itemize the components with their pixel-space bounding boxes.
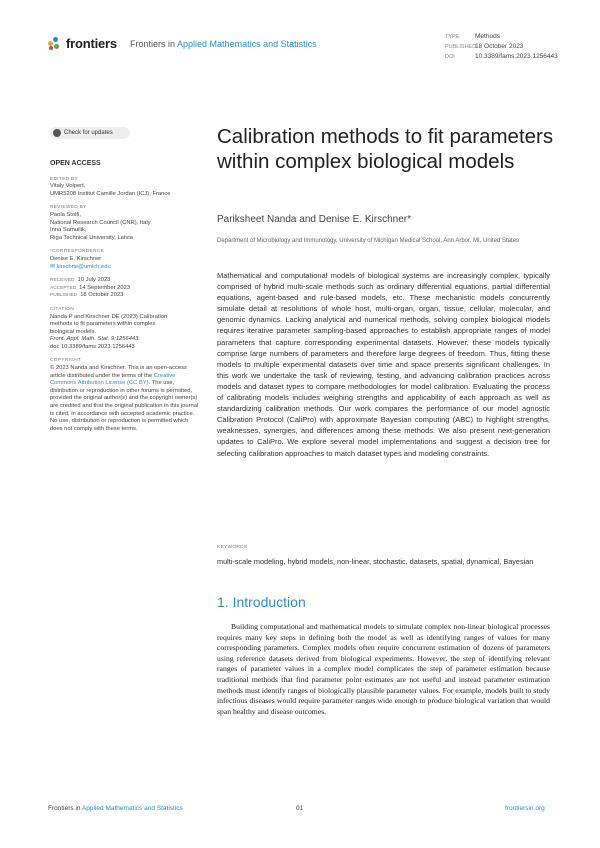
page-number: 01 <box>296 805 304 812</box>
refresh-icon <box>53 129 61 137</box>
keywords: multi-scale modeling, hybrid models, non-linear, stochastic, datasets, spatial, dynamical, Bayesian <box>217 557 534 566</box>
correspondence: *CORRESPONDENCE Denise E. Kirschner ✉ kirschne@umich.edu <box>50 248 200 271</box>
frontiers-logo[interactable] <box>48 36 117 51</box>
footer-website-link[interactable]: frontiersin.org <box>505 805 545 812</box>
dates: RECEIVED 10 July 2023 ACCEPTED 14 September 2023 PUBLISHED 18 October 2023 <box>50 277 131 299</box>
citation: CITATION Nanda P and Kirschner DE (2023) Calibration methods to fit parameters within complex biological models. Front. Appl. Math. Stat. 9:1256443. doi: 10.3389/fams.2023.1256443 <box>50 306 168 350</box>
sidebar <box>50 160 200 439</box>
journal-name[interactable]: Frontiers in Applied Mathematics and Statistics <box>130 39 317 49</box>
edited-by: EDITED BY Vitaly Volpert, UMR5208 Institut Camille Jordan (ICJ), France <box>50 176 171 197</box>
correspondence-email[interactable]: ✉ kirschne@umich.edu <box>50 263 111 270</box>
article-title: Calibration methods to fit parameters within complex biological models <box>217 125 554 173</box>
article-meta: TYPE Methods PUBLISHED18 October 2023 DOI 10.3389/fams.2023.1256443 <box>445 33 558 60</box>
license-link[interactable]: Creative Commons Attribution License (CC BY) <box>50 372 176 387</box>
footer-journal[interactable]: Frontiers in Applied Mathematics and Statistics <box>48 805 183 812</box>
frontiers-logo-icon <box>48 37 62 51</box>
reviewed-by: REVIEWED BY Paola Stolfi, National Research Council (CNR), Italy Inna Samuilik, Riga Technical University, Latvia <box>50 205 151 241</box>
article-abstract: Mathematical and computational models of biological systems are increasingly complex, typically comprised of hybrid multi-scale methods such as ordinary differential equations, partial differential equations, agent-based and rule-based models, etc. These mechanistic models concurrently simulate detail at resolutions of whole host, multi-organ, organ, tissue, cellular, molecular, and genomic dynamics. Lacking analytical and numerical methods, solving complex biological models requires iterative parameter sampling-based approaches to establish appropriate ranges of model parameters that capture corresponding experimental datasets. However, these models typically comprise large numbers of parameters and therefore large degrees of freedom. Thus, fitting these models to multiple experimental datasets over time and space presents significant challenges. In this work we undertake the task of reviewing, testing, and advancing calibration practices across models and dataset types to compare methodologies for model calibration. Evaluating the process of calibrating models includes weighing strengths and applicability of each approach as well as standardizing calibration methods. Our work compares the performance of our model agnostic Calibration Protocol (CaliPro) with approximate Bayesian computing (ABC) to highlight strengths, weaknesses, synergies, and differences among these methods. We also present next-generation updates to CaliPro. We explore several model implementations and suggest a decision tree for selecting calibration approaches to match dataset types and modeling constraints. <box>217 271 550 458</box>
brand-name: frontiers <box>66 36 117 51</box>
article-affiliation: Department of Microbiology and Immunology, University of Michigan Medical School, Ann Arbor, MI, United States <box>217 238 520 244</box>
keywords-label: KEYWORDS <box>217 545 248 550</box>
section-heading-introduction: 1. Introduction <box>217 594 306 610</box>
article-authors: Pariksheet Nanda and Denise E. Kirschner* <box>217 214 411 225</box>
copyright: COPYRIGHT © 2023 Nanda and Kirschner. This is an open-access article distributed under the terms of the Creative Commons Attribution License (CC BY). The use, distribution or reproduction in other forums is permitted, provided the original author(s) and the copyright owner(s) are credited and that the original publication in this journal is cited, in accordance with accepted academic practice. No use, distribution or reproduction is permitted which does not comply with these terms. <box>50 358 199 432</box>
introduction-text: Building computational and mathematical models to simulate complex non-linear biological processes requires many key steps in defining both the model as well as identifying ranges of values for many corresponding parameters. Complex models often require concurrent estimation of dozens of parameters using reference datasets derived from biological experiments. However, the step of identifying relevant ranges of parameter values in a complex model complicates the step of parameter estimation because traditional methods that find parameter point estimates are not useful and instead parameter estimation methods must identify ranges of biologically plausible parameter values. For example, models built to study infectious diseases would require parameter ranges wide enough to produce biological variation that would span healthy and disease outcomes. <box>217 622 550 716</box>
open-access-label: OPEN ACCESS <box>50 160 101 167</box>
check-updates-button[interactable]: Check for updates <box>50 127 130 139</box>
